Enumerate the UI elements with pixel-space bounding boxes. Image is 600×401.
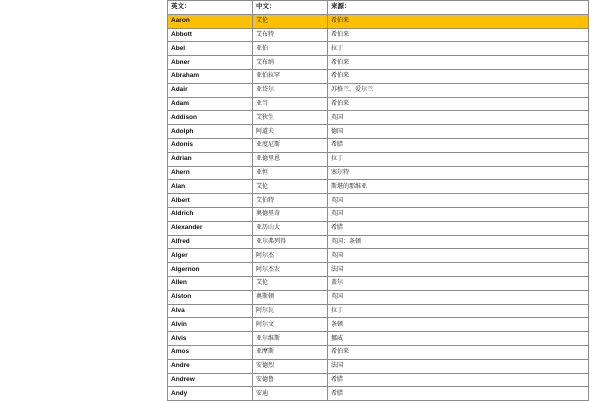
cell-origin[interactable]: 德国	[328, 125, 589, 139]
cell-origin[interactable]: 希伯来	[328, 14, 589, 28]
cell-origin[interactable]: 英国	[328, 194, 589, 208]
cell-chinese-name[interactable]: 亚摩斯	[253, 345, 328, 359]
cell-chinese-name[interactable]: 阿尔杰	[253, 249, 328, 263]
table-row[interactable]	[168, 235, 589, 249]
cell-chinese-name[interactable]: 亚伯拉罕	[253, 69, 328, 83]
cell-chinese-name[interactable]: 艾狄生	[253, 111, 328, 125]
cell-english-name[interactable]: Adolph	[168, 125, 253, 139]
cell-origin[interactable]: 希伯来	[328, 345, 589, 359]
cell-english-name[interactable]: Adrian	[168, 152, 253, 166]
cell-origin[interactable]: 希伯来	[328, 97, 589, 111]
header-row	[168, 1, 589, 15]
cell-chinese-name[interactable]: 亚恒	[253, 166, 328, 180]
table-row[interactable]	[168, 166, 589, 180]
names-table	[167, 0, 589, 401]
table-row[interactable]	[168, 263, 589, 277]
cell-chinese-name[interactable]: 奥德里奇	[253, 207, 328, 221]
table-row[interactable]	[168, 69, 589, 83]
cell-english-name[interactable]: Andrew	[168, 373, 253, 387]
table-row[interactable]	[168, 180, 589, 194]
table-row[interactable]	[168, 249, 589, 263]
cell-chinese-name[interactable]: 亚当	[253, 97, 328, 111]
cell-origin[interactable]: 法国	[328, 263, 589, 277]
cell-english-name[interactable]: Adair	[168, 83, 253, 97]
table-row[interactable]	[168, 290, 589, 304]
cell-english-name[interactable]: Adonis	[168, 138, 253, 152]
table-row[interactable]	[168, 125, 589, 139]
cell-origin[interactable]: 斯堪的那维亚	[328, 180, 589, 194]
header-origin[interactable]: 来源：	[328, 1, 589, 15]
cell-chinese-name[interactable]: 艾伦	[253, 276, 328, 290]
cell-chinese-name[interactable]: 亚历山大	[253, 221, 328, 235]
table-row[interactable]	[168, 14, 589, 28]
cell-origin[interactable]: 塞尔特	[328, 166, 589, 180]
table-row[interactable]	[168, 207, 589, 221]
cell-origin[interactable]: 拉丁	[328, 304, 589, 318]
table-row[interactable]	[168, 304, 589, 318]
cell-origin[interactable]: 英国；条顿	[328, 235, 589, 249]
cell-english-name[interactable]: Andre	[168, 359, 253, 373]
table-row[interactable]	[168, 152, 589, 166]
cell-chinese-name[interactable]: 阿道夫	[253, 125, 328, 139]
table-row[interactable]	[168, 97, 589, 111]
cell-english-name[interactable]: Andy	[168, 387, 253, 401]
cell-chinese-name[interactable]: 艾布特	[253, 28, 328, 42]
cell-origin[interactable]: 英国	[328, 249, 589, 263]
cell-english-name[interactable]: Alvis	[168, 332, 253, 346]
cell-origin[interactable]: 希腊	[328, 221, 589, 235]
table-row[interactable]	[168, 56, 589, 70]
cell-chinese-name[interactable]: 阿尔文	[253, 318, 328, 332]
cell-chinese-name[interactable]: 亚岱尔	[253, 83, 328, 97]
cell-english-name[interactable]: Alva	[168, 304, 253, 318]
cell-origin[interactable]: 希腊	[328, 373, 589, 387]
cell-origin[interactable]: 英国	[328, 111, 589, 125]
cell-origin[interactable]: 苏格兰，爱尔兰	[328, 83, 589, 97]
cell-origin[interactable]: 法国	[328, 359, 589, 373]
cell-english-name[interactable]: Aaron	[168, 14, 253, 28]
table-body	[168, 14, 589, 400]
header-chinese[interactable]: 中文：	[253, 1, 328, 15]
table-row[interactable]	[168, 276, 589, 290]
cell-english-name[interactable]: Alston	[168, 290, 253, 304]
cell-origin[interactable]: 希伯来	[328, 56, 589, 70]
cell-english-name[interactable]: Alger	[168, 249, 253, 263]
cell-origin[interactable]: 条顿	[328, 318, 589, 332]
cell-origin[interactable]: 希伯来	[328, 28, 589, 42]
table-row[interactable]	[168, 359, 589, 373]
table-row[interactable]	[168, 194, 589, 208]
cell-chinese-name[interactable]: 艾布纳	[253, 56, 328, 70]
table-row[interactable]	[168, 221, 589, 235]
cell-origin[interactable]: 盖尔	[328, 276, 589, 290]
table-row[interactable]	[168, 42, 589, 56]
cell-english-name[interactable]: Abner	[168, 56, 253, 70]
cell-english-name[interactable]: Alfred	[168, 235, 253, 249]
cell-english-name[interactable]: Adam	[168, 97, 253, 111]
cell-origin[interactable]: 拉丁	[328, 42, 589, 56]
cell-origin[interactable]: 英国	[328, 290, 589, 304]
cell-english-name[interactable]: Abraham	[168, 69, 253, 83]
table-row[interactable]	[168, 332, 589, 346]
cell-english-name[interactable]: Addison	[168, 111, 253, 125]
cell-chinese-name[interactable]: 奥斯顿	[253, 290, 328, 304]
table-row[interactable]	[168, 318, 589, 332]
table-row[interactable]	[168, 387, 589, 401]
cell-origin[interactable]: 拉丁	[328, 152, 589, 166]
cell-chinese-name[interactable]: 阿尔瓦	[253, 304, 328, 318]
table-row[interactable]	[168, 138, 589, 152]
cell-english-name[interactable]: Alvin	[168, 318, 253, 332]
cell-chinese-name[interactable]: 亚尔维斯	[253, 332, 328, 346]
cell-english-name[interactable]: Alexander	[168, 221, 253, 235]
cell-chinese-name[interactable]: 艾伯特	[253, 194, 328, 208]
cell-origin[interactable]: 希腊	[328, 387, 589, 401]
table-row[interactable]	[168, 345, 589, 359]
cell-english-name[interactable]: Allen	[168, 276, 253, 290]
cell-origin[interactable]: 英国	[328, 207, 589, 221]
cell-english-name[interactable]: Alan	[168, 180, 253, 194]
cell-chinese-name[interactable]: 亚度尼斯	[253, 138, 328, 152]
table-row[interactable]	[168, 111, 589, 125]
cell-chinese-name[interactable]: 安德鲁	[253, 373, 328, 387]
cell-english-name[interactable]: Amos	[168, 345, 253, 359]
cell-chinese-name[interactable]: 亚伯	[253, 42, 328, 56]
header-english[interactable]: 英文：	[168, 1, 253, 15]
cell-origin[interactable]: 希腊	[328, 138, 589, 152]
cell-chinese-name[interactable]: 阿尔杰农	[253, 263, 328, 277]
cell-origin[interactable]: 希伯来	[328, 69, 589, 83]
cell-english-name[interactable]: Abel	[168, 42, 253, 56]
cell-english-name[interactable]: Algernon	[168, 263, 253, 277]
cell-english-name[interactable]: Abbott	[168, 28, 253, 42]
cell-english-name[interactable]: Albert	[168, 194, 253, 208]
table-row[interactable]	[168, 28, 589, 42]
cell-chinese-name[interactable]: 艾伦	[253, 180, 328, 194]
cell-english-name[interactable]: Aldrich	[168, 207, 253, 221]
table-row[interactable]	[168, 373, 589, 387]
cell-origin[interactable]: 挪威	[328, 332, 589, 346]
cell-chinese-name[interactable]: 艾伦	[253, 14, 328, 28]
cell-chinese-name[interactable]: 安德烈	[253, 359, 328, 373]
cell-chinese-name[interactable]: 亚尔弗列得	[253, 235, 328, 249]
cell-english-name[interactable]: Ahern	[168, 166, 253, 180]
table-row[interactable]	[168, 83, 589, 97]
cell-chinese-name[interactable]: 亚德里恩	[253, 152, 328, 166]
cell-chinese-name[interactable]: 安迪	[253, 387, 328, 401]
